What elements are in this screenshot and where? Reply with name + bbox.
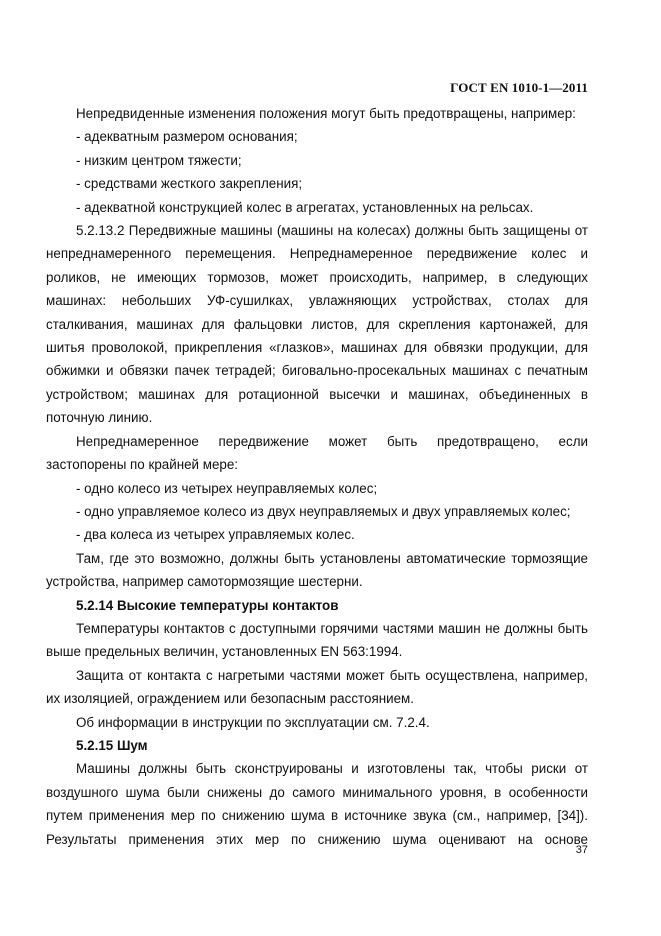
section-heading-5-2-15: 5.2.15 Шум bbox=[76, 737, 148, 753]
paragraph: Непреднамеренное передвижение может быть предотвращено, если застопорены по крайней мере: bbox=[46, 433, 588, 473]
page-number: 37 bbox=[575, 844, 588, 856]
paragraph: Машины должны быть сконструированы и изготовлены так, чтобы риски от воздушного шума были снижены до самого минимального уровня, в особенности путем применения мер по снижению шума в источнике звука (см., например, [34]). Результаты применения этих мер по снижению шума оценивают на основе bbox=[46, 761, 588, 847]
paragraph: Защита от контакта с нагретыми частями может быть осуществлена, например, их изоляцией, ограждением или безопасным расстоянием. bbox=[46, 667, 588, 707]
paragraph: Об информации в инструкции по эксплуатации см. 7.2.4. bbox=[76, 714, 430, 730]
document-header: ГОСТ EN 1010-1—2011 bbox=[450, 80, 588, 95]
paragraph: Там, где это возможно, должны быть установлены автоматические тормозящие устройства, например самотормозящие шестерни. bbox=[46, 550, 588, 590]
list-item: - адекватной конструкцией колес в агрегатах, установленных на рельсах. bbox=[76, 199, 534, 215]
document-body bbox=[46, 102, 588, 851]
paragraph: Температуры контактов с доступными горячими частями машин не должны быть выше предельных величин, установленных EN 563:1994. bbox=[46, 620, 588, 660]
list-item: - адекватным размером основания; bbox=[76, 129, 298, 145]
section-heading-5-2-14: 5.2.14 Высокие температуры контактов bbox=[76, 597, 339, 613]
list-item: - низким центром тяжести; bbox=[76, 152, 242, 168]
list-item: - два колеса из четырех управляемых колес. bbox=[76, 527, 355, 543]
list-item: - одно управляемое колесо из двух неуправляемых и двух управляемых колес; bbox=[76, 503, 571, 519]
paragraph: Непредвиденные изменения положения могут быть предотвращены, например: bbox=[76, 106, 576, 121]
paragraph-5-2-13-2: 5.2.13.2 Передвижные машины (машины на колесах) должны быть защищены от непреднамеренного перемещения. Непреднамеренное передвижение колес и роликов, не имеющих тормозов, может происходить, например, в следующих машинах: небольших УФ-сушилках, увлажняющих устройствах, столах для сталкивания, машинах для фальцовки листов, для скрепления картонажей, для шитья проволокой, прикрепления «глазков», машинах для обвязки продукции, для обжимки и обвязки пачек тетрадей; биговально-просекальных машинах с печатным устройством; машинах для ротационной высечки и машинах, объединенных в поточную линию. bbox=[46, 223, 588, 426]
list-item: - средствами жесткого закрепления; bbox=[76, 176, 303, 192]
list-item: - одно колесо из четырех неуправляемых колес; bbox=[76, 480, 378, 496]
